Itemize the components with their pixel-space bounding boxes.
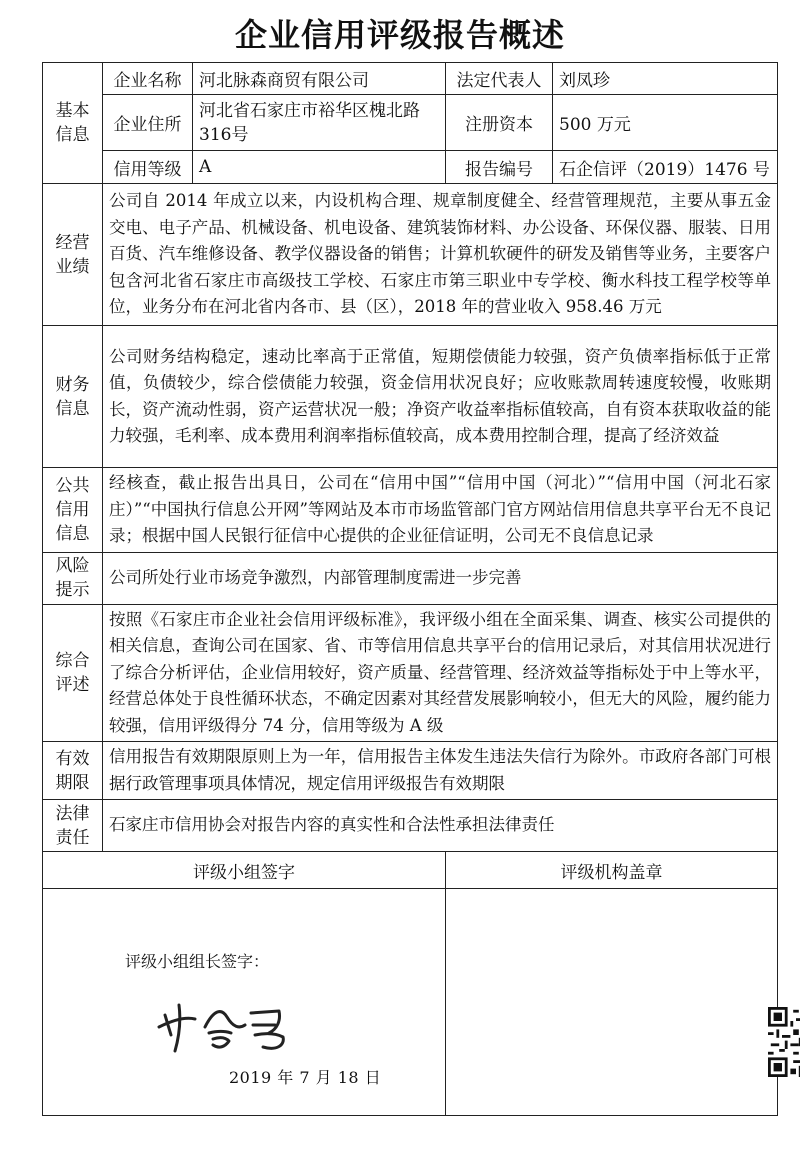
section-label-public-credit: 公共 信用 信息: [43, 468, 103, 553]
section-label-validity: 有效 期限: [43, 742, 103, 800]
team-sign-date: 2019 年 7 月 18 日: [229, 1068, 382, 1087]
team-signature-header: 评级小组签字: [43, 852, 446, 889]
agency-seal-area: [446, 889, 778, 1116]
section-label-risk: 风险 提示: [43, 552, 103, 604]
section-summary: [43, 604, 778, 742]
capital-value: 500 万元: [553, 95, 778, 151]
signature-header-row: [43, 852, 778, 889]
company-name-value: 河北脉森商贸有限公司: [193, 63, 446, 95]
report-no-value: 石企信评（2019）1476 号: [553, 151, 778, 184]
section-text-validity: 信用报告有效期限原则上为一年，信用报告主体发生违法失信行为除外。市政府各部门可根据行政管理事项具体情况，规定信用评级报告有效期限: [103, 742, 778, 800]
report-table: [42, 62, 778, 1116]
section-finance: [43, 326, 778, 468]
legal-rep-value: 刘凤珍: [553, 63, 778, 95]
section-text-finance: 公司财务结构稳定，速动比率高于正常值，短期偿债能力较强，资产负债率指标低于正常值，负债较少，综合偿债能力较强，资金信用状况良好；应收账款周转速度较慢，收账期长，资产流动性弱，资产运营状况一般；净资产收益率指标值较高，自有资本获取收益的能力较强，毛利率、成本费用利润率指标值较高，成本费用控制合理，提高了经济效益: [103, 326, 778, 468]
section-text-risk: 公司所处行业市场竞争激烈，内部管理制度需进一步完善: [103, 552, 778, 604]
basic-row-grade: [43, 151, 778, 184]
section-text-legal: 石家庄市信用协会对报告内容的真实性和合法性承担法律责任: [103, 800, 778, 852]
section-label-basic: 基本 信息: [43, 63, 103, 184]
company-name-label: 企业名称: [103, 63, 193, 95]
report-no-label: 报告编号: [446, 151, 553, 184]
section-validity: [43, 742, 778, 800]
section-legal: [43, 800, 778, 852]
address-label: 企业住所: [103, 95, 193, 151]
section-label-finance: 财务 信息: [43, 326, 103, 468]
basic-row-name: [43, 63, 778, 95]
section-label-summary: 综合 评述: [43, 604, 103, 742]
credit-grade-label: 信用等级: [103, 151, 193, 184]
team-leader-signature-label: 评级小组组长签字：: [125, 952, 270, 971]
section-label-business: 经营 业绩: [43, 184, 103, 326]
section-risk: [43, 552, 778, 604]
section-public-credit: [43, 468, 778, 553]
signature-body-row: [43, 889, 778, 1116]
basic-row-address: [43, 95, 778, 151]
section-text-business: 公司自 2014 年成立以来，内设机构合理、规章制度健全、经营管理规范，主要从事五金交电、电子产品、机械设备、机电设备、建筑装饰材料、办公设备、环保仪器、服装、日用百货、汽车维修设备、教学仪器设备的销售；计算机软硬件的研发及销售等业务，主要客户包含河北省石家庄市高级技工学校、石家庄市第三职业中专学校、衡水科技工程学校等单位，业务分布在河北省内各市、县（区），2018 年的营业收入 958.46 万元: [103, 184, 778, 326]
section-business: [43, 184, 778, 326]
section-label-legal: 法律 责任: [43, 800, 103, 852]
document-title: 企业信用评级报告概述: [234, 16, 565, 54]
address-value: 河北省石家庄市裕华区槐北路316号: [193, 95, 446, 151]
qr-code: [768, 1007, 800, 1077]
credit-grade-value: A: [193, 151, 446, 184]
handwritten-signature: [155, 997, 295, 1055]
team-signature-area: [43, 889, 446, 1116]
section-text-summary: 按照《石家庄市企业社会信用评级标准》，我评级小组在全面采集、调查、核实公司提供的相关信息，查询公司在国家、省、市等信用信息共享平台的信用记录后，对其信用状况进行了综合分析评估，企业信用较好，资产质量、经营管理、经济效益等指标处于中上等水平，经营总体处于良性循环状态，不确定因素对其经营发展影响较小，但无大的风险，履约能力较强，信用评级得分 74 分，信用等级为 A 级: [103, 604, 778, 742]
legal-rep-label: 法定代表人: [446, 63, 553, 95]
capital-label: 注册资本: [446, 95, 553, 151]
section-text-public-credit: 经核查，截止报告出具日，公司在“信用中国”“信用中国（河北）”“信用中国（河北石家庄）”“中国执行信息公开网”等网站及本市市场监管部门官方网站信用信息共享平台无不良记录；根据中国人民银行征信中心提供的企业征信证明，公司无不良信息记录: [103, 468, 778, 553]
agency-seal-header: 评级机构盖章: [446, 852, 778, 889]
